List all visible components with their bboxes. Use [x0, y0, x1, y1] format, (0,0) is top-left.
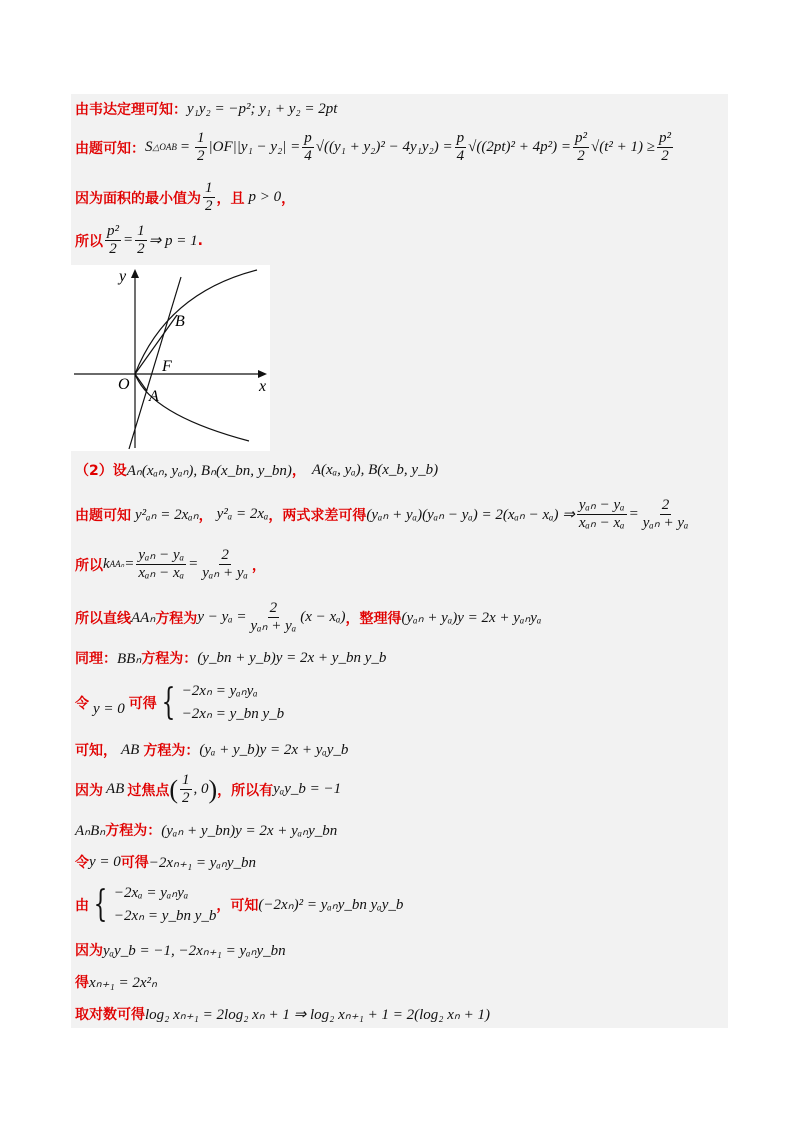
text: 所以 — [75, 557, 103, 574]
p-value-line — [75, 223, 203, 259]
point-a-label: A — [149, 388, 159, 405]
text: 方程为 — [155, 610, 198, 627]
formula: k — [103, 556, 110, 573]
text: ，两式求差可得 — [268, 507, 367, 524]
parabola-figure — [71, 265, 270, 451]
line-bbn-equation — [75, 648, 386, 668]
fraction: $\frac{\text{p²}}{2}$ — [574, 130, 587, 165]
fraction: $\frac{\text{p²}}{2}$ — [658, 130, 671, 165]
formula: (x − xₐ) — [300, 609, 346, 626]
formula: (yₐₙ + y_bn)y = 2x + yₐₙy_bn — [161, 822, 338, 839]
text: ， — [198, 507, 213, 524]
formula: −2xₙ₊₁ = yₐₙy_bn — [148, 854, 256, 871]
system-row: −2xₙ = y_bn y_b — [113, 907, 217, 924]
text: 所以 — [75, 233, 103, 250]
formula: xₙ₊₁ = 2x²ₙ — [89, 974, 158, 991]
area-line — [75, 130, 675, 166]
formula: (y_bn + y_b)y = 2x + y_bn y_b — [197, 649, 387, 666]
formula: log₂ xₙ₊₁ = 2log₂ xₙ + 1 ⇒ log₂ xₙ₊₁ + 1 = 2(log₂ xₙ + 1) — [145, 1006, 490, 1023]
formula: BBₙ — [117, 650, 142, 667]
formula-part: √((2pt)² + 4p²) = — [468, 139, 571, 156]
formula: = — [188, 556, 199, 573]
fraction: $\frac{1}{2}$ — [137, 223, 145, 258]
fraction: $\frac{1}{2}$ — [197, 130, 205, 165]
slope-line — [75, 547, 266, 583]
formula: y²ₐ = 2xₐ — [216, 506, 269, 523]
formula: , 0 — [193, 781, 209, 798]
area-eq: = — [179, 139, 191, 156]
formula-part: √((y₁ + y₂)² − 4y₁y₂) = — [315, 139, 453, 156]
formula: y − yₐ = — [197, 609, 247, 626]
combined-system-line — [75, 882, 403, 927]
recurrence-line — [75, 972, 157, 992]
text: 方程为： — [141, 651, 198, 667]
text: 过焦点 — [127, 782, 170, 799]
formula: (yₐₙ + yₐ)(yₐₙ − yₐ) = 2(xₐₙ − xₐ) ⇒ — [366, 507, 575, 524]
text: ， — [291, 463, 306, 479]
point-b-label: B — [175, 313, 185, 330]
min-area-line — [75, 180, 295, 216]
text: 得 — [75, 975, 89, 991]
text: 因为 — [75, 943, 103, 959]
text: 同理： — [75, 651, 117, 667]
text: 取对数可得 — [75, 1007, 145, 1023]
text: 令 — [75, 855, 89, 871]
text: 可得 — [128, 695, 157, 712]
fraction: $\frac{p}{4}$ — [456, 130, 465, 165]
area-subscript: △OAB — [152, 142, 177, 153]
difference-line — [75, 497, 692, 533]
fraction: $\frac{\text{p²}}{2}$ — [107, 223, 119, 258]
vieta-line — [75, 99, 337, 119]
line-aan-equation — [75, 600, 541, 636]
fraction: $\frac{2}{\text{yₐₙ + yₐ}}$ — [250, 600, 297, 635]
subscript: AAₙ — [109, 559, 125, 570]
equation-system: { −2xₐ = yₐₙyₐ −2xₙ = y_bn y_b — [89, 882, 216, 927]
formula: p > 0 — [248, 189, 282, 206]
equation-system: { −2xₙ = yₐₙyₐ −2xₙ = y_bn y_b — [157, 680, 284, 725]
focus-line: 因为 AB 过焦点 ( $\frac{1}{2}$ , 0 ) ，所以有 yₐy_b = −1 — [75, 772, 342, 807]
system-row: −2xₙ = y_bn y_b — [181, 705, 285, 722]
x-axis-label: x — [259, 378, 267, 395]
formula: (−2xₙ)² = yₐₙy_bn yₐy_b — [258, 897, 404, 913]
text: 可知， — [75, 743, 117, 759]
formula: AAₙ — [131, 610, 156, 627]
system-row: −2xₐ = yₐₙyₐ — [113, 885, 189, 901]
fraction: $\frac{1}{2}$ — [205, 180, 213, 215]
text: 由题可知 — [75, 507, 131, 524]
formula-part: √(t² + 1) ≥ — [590, 139, 655, 156]
formula: = — [123, 232, 134, 249]
text: ， — [281, 190, 296, 207]
formula: yₐy_b = −1, −2xₙ₊₁ = yₐₙy_bn — [103, 942, 286, 959]
text: 令 — [75, 695, 89, 712]
area-symbol: S — [145, 139, 153, 156]
formula-part: |OF||y₁ − y₂| = — [208, 139, 301, 156]
fraction: $\frac{2}{\text{yₐₙ + yₐ}}$ — [202, 547, 248, 582]
fraction: $\frac{2}{\text{yₐₙ + yₐ}}$ — [642, 497, 689, 532]
formula: ⇒ p = 1 — [148, 233, 198, 250]
text: ， — [251, 557, 266, 574]
formula: Aₙ(xₐₙ, yₐₙ), Bₙ(x_bn, y_bn) — [126, 462, 292, 479]
xn1-line — [75, 852, 256, 872]
formula: A(xₐ, yₐ), B(x_b, y_b) — [311, 461, 439, 478]
formula: (yₐ + y_b)y = 2x + yₐy_b — [199, 741, 349, 758]
log-line — [75, 1004, 490, 1024]
formula: AB — [106, 781, 125, 798]
formula: y²ₐₙ = 2xₐₙ — [135, 507, 199, 524]
formula: y = 0 — [89, 853, 121, 870]
fraction: $\frac{\text{yₐₙ − yₐ}}{\text{xₐₙ − xₐ}}$ — [138, 547, 185, 582]
y-zero-system-line — [75, 680, 284, 725]
formula: = — [628, 506, 639, 523]
line-anbn-equation — [75, 820, 337, 840]
formula: AB — [121, 741, 140, 758]
text: 所以直线 — [75, 610, 131, 627]
substitute-line — [75, 940, 286, 960]
vieta-label: 由韦达定理可知： — [75, 102, 187, 118]
fraction: $\frac{p}{4}$ — [304, 130, 312, 165]
formula: AₙBₙ — [75, 822, 106, 839]
area-label: 由题可知： — [75, 140, 145, 157]
part2-setup-line — [75, 460, 438, 480]
system-row: −2xₙ = yₐₙyₐ — [181, 683, 258, 699]
fraction: $\frac{\text{yₐₙ − yₐ}}{\text{xₐₙ − xₐ}}$ — [578, 497, 625, 532]
text: ，可知 — [216, 897, 259, 914]
formula: (yₐₙ + yₐ)y = 2x + yₐₙyₐ — [401, 610, 542, 627]
line-ab-equation — [75, 740, 348, 760]
formula: y = 0 — [93, 701, 125, 717]
formula: = — [124, 556, 135, 573]
text: 因为面积的最小值为 — [75, 190, 201, 207]
text: 因为 — [75, 782, 103, 799]
origin-label: O — [118, 376, 130, 393]
text: 方程为： — [105, 823, 162, 839]
text: ，所以有 — [217, 782, 274, 799]
y-axis-label: y — [119, 268, 127, 285]
text: ，且 — [216, 190, 245, 207]
text: . — [197, 232, 203, 249]
formula: yₐy_b = −1 — [273, 781, 342, 798]
fraction: $\frac{1}{2}$ — [182, 772, 190, 807]
focus-label: F — [162, 358, 172, 375]
text: （2）设 — [75, 463, 127, 479]
text: 由 — [75, 897, 89, 914]
text: ，整理得 — [345, 610, 402, 627]
text: 方程为： — [143, 743, 200, 759]
text: 可得 — [120, 855, 149, 871]
vieta-formula: y₁y₂ = −p²; y₁ + y₂ = 2pt — [187, 100, 338, 117]
